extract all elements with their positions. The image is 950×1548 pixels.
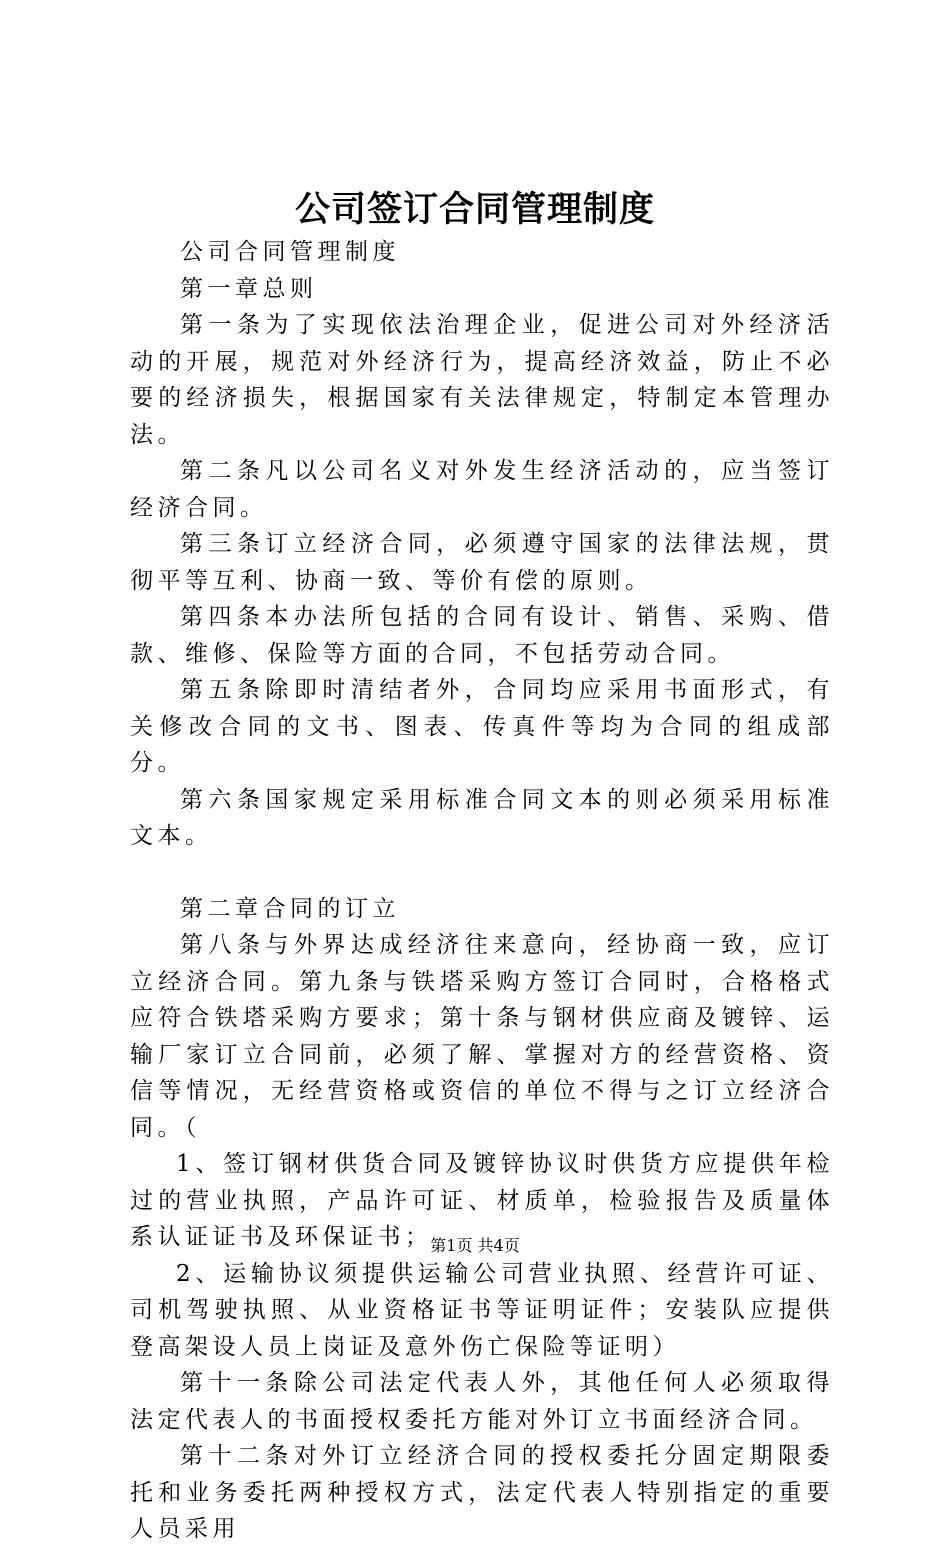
paragraph-article-2: 第二条凡以公司名义对外发生经济活动的，应当签订经济合同。 bbox=[130, 458, 834, 521]
paragraph-article-1: 第一条为了实现依法治理企业，促进公司对外经济活动的开展，规范对外经济行为，提高经济效益，防止不必要的经济损失，根据国家有关法律规定，特制定本管理办法。 bbox=[130, 312, 834, 448]
paragraph-item-2: 2、运输协议须提供运输公司营业执照、经营许可证、司机驾驶执照、从业资格证书等证明证件；安装队应提供登高架设人员上岗证及意外伤亡保险等证明） bbox=[130, 1260, 834, 1360]
paragraph-article-5: 第五条除即时清结者外，合同均应采用书面形式，有关修改合同的文书、图表、传真件等均为合同的组成部分。 bbox=[130, 677, 834, 776]
page-footer: 第1页 共4页 bbox=[430, 1236, 520, 1255]
paragraph-article-6: 第六条国家规定采用标准合同文本的则必须采用标准文本。 bbox=[130, 786, 834, 849]
document-body bbox=[130, 234, 834, 1548]
paragraph-chapter-2: 第二章合同的订立 bbox=[180, 895, 400, 922]
paragraph-article-4: 第四条本办法所包括的合同有设计、销售、采购、借款、维修、保险等方面的合同，不包括劳动合同。 bbox=[130, 604, 834, 667]
paragraph-article-8: 第八条与外界达成经济往来意向，经协商一致，应订立经济合同。第九条与铁塔采购方签订合同时，合格格式应符合铁塔采购方要求；第十条与钢材供应商及镀锌、运输厂家订立合同前，必须了解、掌握对方的经营资格、资信等情况，无经营资格或资信的单位不得与之订立经济合同。（ bbox=[130, 932, 834, 1141]
paragraph-chapter-1: 第一章总则 bbox=[180, 275, 318, 302]
paragraph-subtitle: 公司合同管理制度 bbox=[180, 239, 400, 265]
document-title: 公司签订合同管理制度 bbox=[294, 189, 655, 230]
paragraph-article-3: 第三条订立经济合同，必须遵守国家的法律法规，贯彻平等互利、协商一致、等价有偿的原则。 bbox=[130, 531, 834, 594]
paragraph-article-11: 第十一条除公司法定代表人外，其他任何人必须取得法定代表人的书面授权委托方能对外订立书面经济合同。 bbox=[130, 1370, 834, 1433]
paragraph-item-1: 1、签订钢材供货合同及镀锌协议时供货方应提供年检过的营业执照，产品许可证、材质单，检验报告及质量体系认证证书及环保证书； bbox=[130, 1151, 834, 1250]
paragraph-article-12: 第十二条对外订立经济合同的授权委托分固定期限委托和业务委托两种授权方式，法定代表人特别指定的重要人员采用 bbox=[130, 1443, 834, 1542]
